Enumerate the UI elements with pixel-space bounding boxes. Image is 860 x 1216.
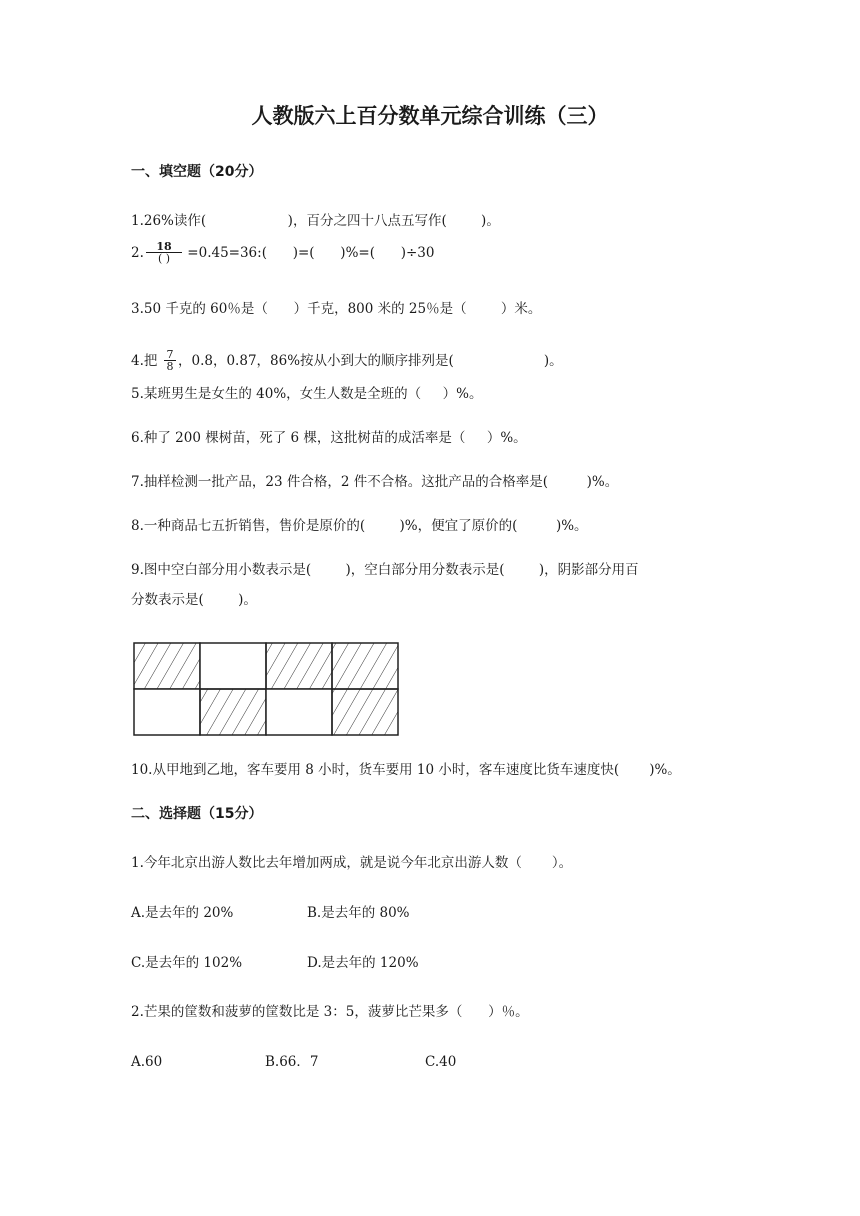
blank-cell bbox=[266, 689, 332, 735]
question-10: 10.从甲地到乙地，客车要用 8 小时，货车要用 10 小时，客车速度比货车速度快( )%。 bbox=[131, 762, 681, 778]
shaded-cell bbox=[332, 643, 398, 689]
blank-cell bbox=[200, 643, 266, 689]
question-3: 3.50 千克的 60％是（ ）千克，800 米的 25％是（ ）米。 bbox=[131, 301, 542, 317]
question-9-line-2: 分数表示是( )。 bbox=[131, 592, 257, 608]
question-7: 7.抽样检测一批产品，23 件合格，2 件不合格。这批产品的合格率是( )%。 bbox=[131, 474, 619, 490]
question-4-fraction bbox=[164, 349, 176, 372]
shaded-cell bbox=[332, 689, 398, 735]
fraction-denominator: ( ) bbox=[157, 252, 171, 265]
fraction-denominator: 8 bbox=[166, 360, 174, 373]
question-9-line-1: 9.图中空白部分用小数表示是( )，空白部分用分数表示是( )，阴影部分用百 bbox=[131, 562, 639, 578]
question-2-prefix: 2. bbox=[131, 245, 144, 261]
question-4-text: ，0.8，0.87，86%按从小到大的顺序排列是( )。 bbox=[178, 353, 563, 369]
page-title: 人教版六上百分数单元综合训练（三） bbox=[251, 104, 609, 128]
choice-1-option-b: B.是去年的 80% bbox=[307, 905, 410, 921]
blank-cell bbox=[134, 689, 200, 735]
question-1: 1.26%读作( )，百分之四十八点五写作( )。 bbox=[131, 213, 500, 229]
choice-2-option-b: B.66．7 bbox=[265, 1054, 319, 1070]
shaded-cell bbox=[200, 689, 266, 735]
fraction-numerator: 18 bbox=[146, 241, 182, 253]
shaded-cell bbox=[134, 643, 200, 689]
choice-1-option-d: D.是去年的 120% bbox=[307, 955, 419, 971]
shaded-grid-figure bbox=[133, 642, 399, 736]
choice-question-2: 2.芒果的筐数和菠萝的筐数比是 3：5，菠萝比芒果多（ ）％。 bbox=[131, 1004, 529, 1020]
choice-2-option-a: A.60 bbox=[131, 1054, 163, 1070]
question-8: 8.一种商品七五折销售，售价是原价的( )%，便宜了原价的( )%。 bbox=[131, 518, 588, 534]
question-2-fraction bbox=[146, 241, 182, 264]
shaded-cell bbox=[266, 643, 332, 689]
fraction-numerator: 7 bbox=[164, 349, 176, 361]
section-heading-multiple-choice: 二、选择题（15分） bbox=[131, 806, 263, 822]
question-6: 6.种了 200 棵树苗，死了 6 棵，这批树苗的成活率是（ ）%。 bbox=[131, 430, 527, 446]
choice-1-option-a: A.是去年的 20% bbox=[131, 905, 234, 921]
question-5: 5.某班男生是女生的 40%，女生人数是全班的（ ）%。 bbox=[131, 386, 483, 402]
choice-2-option-c: C.40 bbox=[425, 1054, 457, 1070]
choice-1-option-c: C.是去年的 102% bbox=[131, 955, 243, 971]
section-heading-fill-in: 一、填空题（20分） bbox=[131, 164, 263, 180]
choice-question-1: 1.今年北京出游人数比去年增加两成，就是说今年北京出游人数（ ）。 bbox=[131, 855, 573, 871]
question-2-equation: =0.45=36:( )=( )%=( )÷30 bbox=[183, 245, 435, 261]
question-4-prefix: 4.把 bbox=[131, 353, 158, 369]
